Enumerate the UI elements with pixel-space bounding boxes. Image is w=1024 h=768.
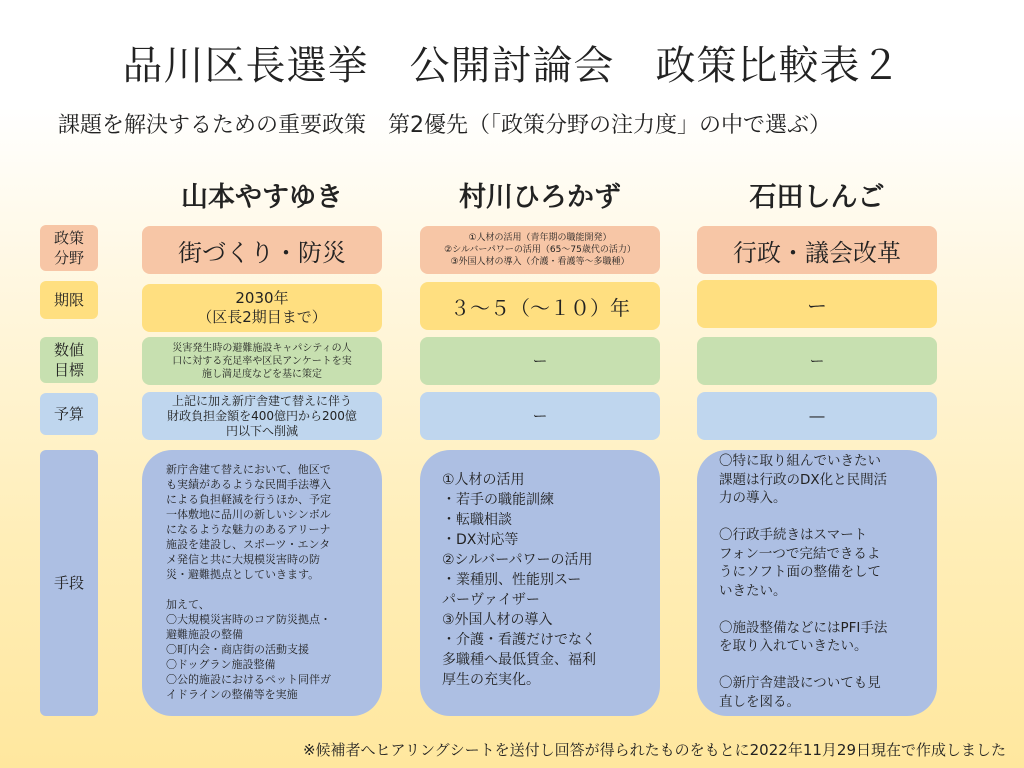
row-label-method: 手段 [40,450,98,716]
budget-cell-ishida: ― [697,392,937,440]
budget-cell-murakawa: ー [420,392,660,440]
row-label-policy-field: 政策 分野 [40,225,98,271]
method-cell-yamamoto: 新庁舎建て替えにおいて、他区で も実績があるような民間手法導入 による負担軽減を行うほか、予定 一体敷地に品川の新しいシンボル になるような魅力のあるアリーナ 施設を建設し、スポーツ・エンタ メ発信と共に大規模災害時の防 災・避難拠点としていきます。 加えて、 〇大規模災害時のコア防災拠点・ 避難施設の整備 〇町内会・商店街の活動支援 〇ドッグラン施設整備 〇公的施設におけるペット同伴ガ イドラインの整備等を実施 [142,450,382,716]
field-cell-ishida: 行政・議会改革 [697,226,937,274]
target-cell-yamamoto: 災害発生時の避難施設キャパシティの人 口に対する充足率や区民アンケートを実 施し満足度などを基に策定 [142,337,382,385]
budget-cell-yamamoto: 上記に加え新庁舎建て替えに伴う 財政負担金額を400億円から200億 円以下へ削減 [142,392,382,440]
candidate-name-ishida: 石田しんご [749,182,885,213]
candidate-name-murakawa: 村川ひろかず [459,182,621,213]
page-subtitle: 課題を解決するための重要政策 第2優先（「政策分野の注力度」の中で選ぶ） [58,113,831,138]
field-cell-murakawa: ①人材の活用（青年期の職能開発） ②シルバーパワーの活用（65～75歳代の活力） ③外国人材の導入（介護・看護等～多職種） [420,226,660,274]
candidate-name-yamamoto: 山本やすゆき [181,182,343,213]
method-cell-murakawa: ①人材の活用 ・若手の職能訓練 ・転職相談 ・DX対応等 ②シルバーパワーの活用 ・業種別、性能別スー パーヴァイザー ③外国人材の導入 ・介護・看護だけでなく 多職種へ最低賃金、福利 厚生の充実化。 [420,450,660,716]
deadline-cell-yamamoto: 2030年 （区長2期目まで） [142,284,382,332]
row-label-budget: 予算 [40,393,98,435]
target-cell-murakawa: ー [420,337,660,385]
method-cell-ishida: 〇特に取り組んでいきたい 課題は行政のDX化と民間活 力の導入。 〇行政手続きはスマート フォン一つで完結できるよ うにソフト面の整備をして いきたい。 〇施設整備などにはPFI手法 を取り入れていきたい。 〇新庁舎建設についても見 直しを図る。 [697,450,937,716]
row-label-deadline: 期限 [40,281,98,319]
page-title: 品川区長選挙 公開討論会 政策比較表２ [122,43,902,89]
target-cell-ishida: ー [697,337,937,385]
footer-note: ※候補者へヒアリングシートを送付し回答が得られたものをもとに2022年11月29日現在で作成しました [302,741,1006,759]
deadline-cell-ishida: ー [697,280,937,328]
deadline-cell-murakawa: ３～５（～１０）年 [420,282,660,330]
field-cell-yamamoto: 街づくり・防災 [142,226,382,274]
row-label-numeric-target: 数値 目標 [40,337,98,383]
